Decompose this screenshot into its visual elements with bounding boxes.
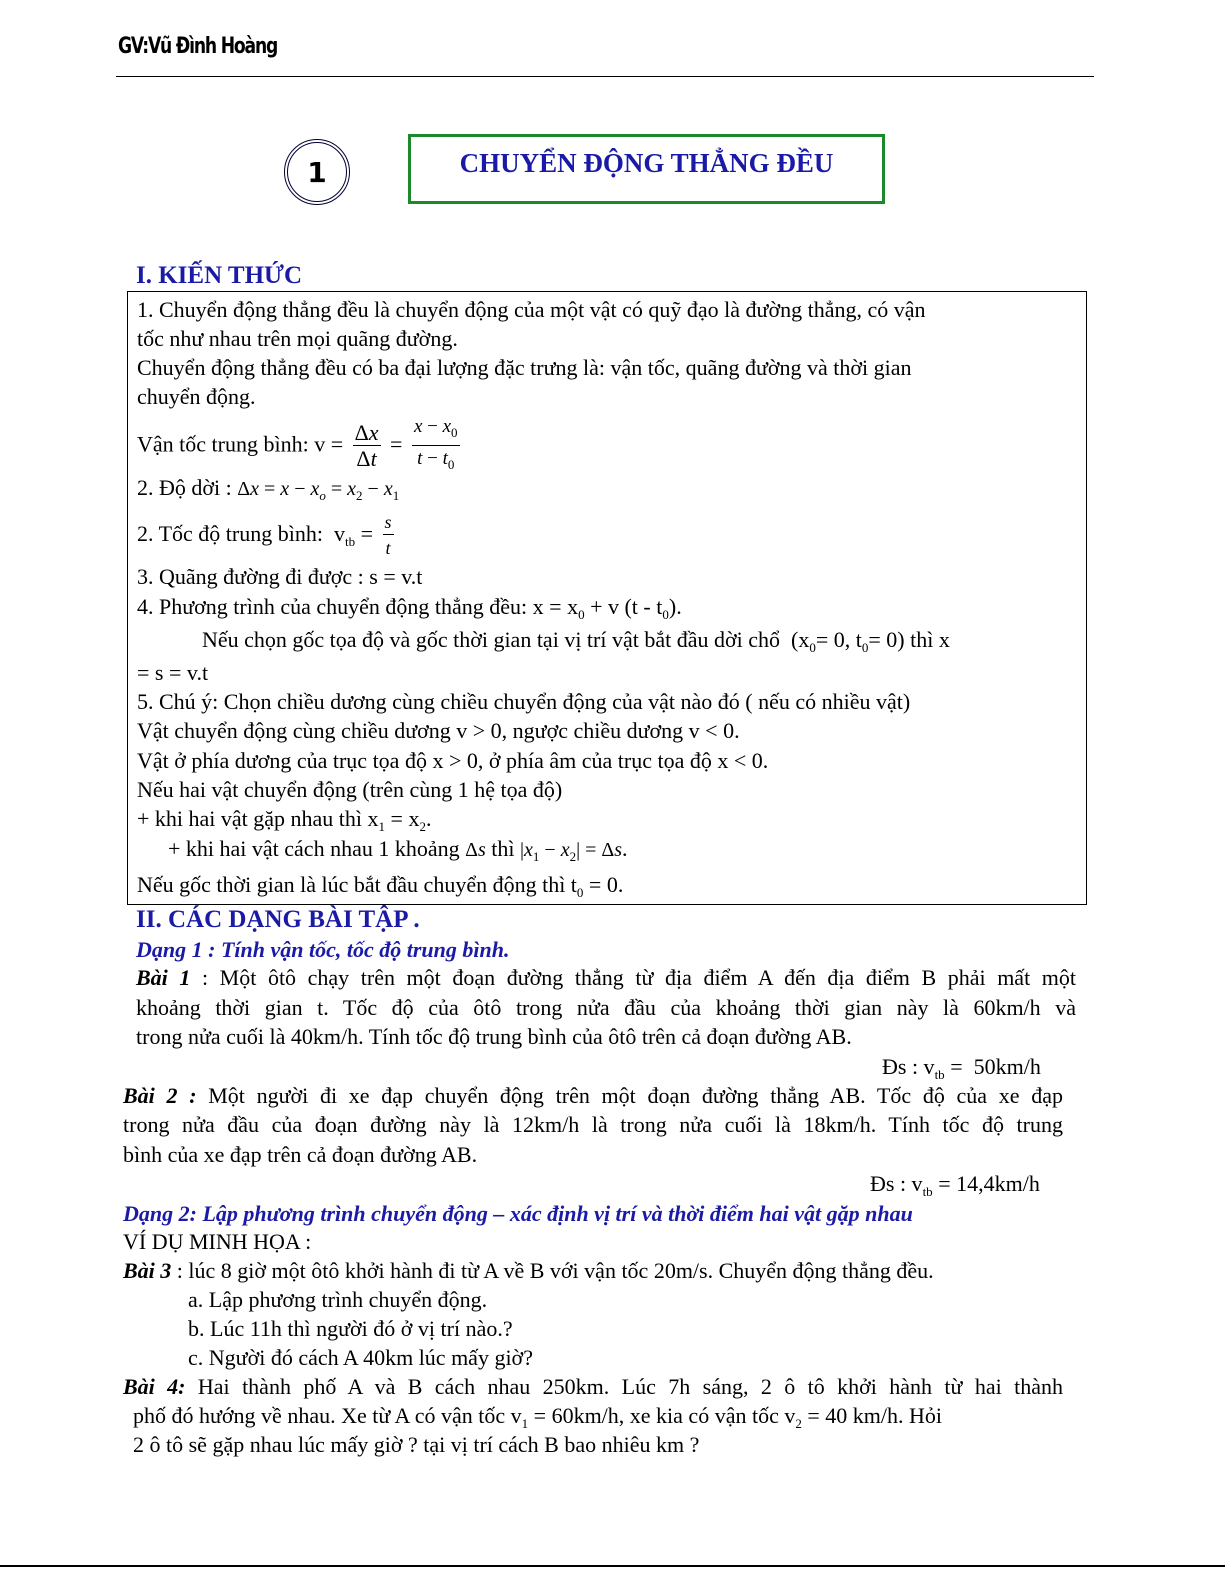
note-10: + khi hai vật cách nhau 1 khoảng Δs thì $|x_1 - x_2| = \Delta s$. bbox=[168, 836, 628, 864]
bai1-line-a: Bài 1 : Một ôtô chạy trên một đoạn đường thẳng từ địa điểm A đến địa điểm B phải mất một bbox=[136, 965, 1077, 990]
bai1-answer: Đs : $v_{tb} = 50km/h$ bbox=[882, 1054, 1041, 1082]
avg-velocity-formula: Vận tốc trung bình: v = $\frac{\Delta x}{\Delta t}$ = $\frac{x - x_0}{t - t_0}$ bbox=[137, 416, 458, 472]
avg-speed-formula: 2. Tốc độ trung bình: $v_{tb}$ = $\frac{s}{t}$ bbox=[137, 512, 392, 559]
displacement-formula: 2. Độ dời : $\Delta x = x - x_o = x_2 - x_1$ bbox=[137, 475, 400, 503]
footer-rule bbox=[0, 1565, 1225, 1567]
bai3-line: Bài 3 : lúc 8 giờ một ôtô khởi hành đi từ A về B với vận tốc 20m/s. Chuyển động thẳng đều. bbox=[123, 1258, 934, 1283]
chapter-number-badge: 1 bbox=[284, 139, 350, 205]
bai1-line-c: trong nửa cuối là 40km/h. Tính tốc độ trung bình của ôtô trên cả đoạn đường AB. bbox=[136, 1024, 852, 1049]
header-rule bbox=[116, 76, 1094, 77]
knowledge-line-2b: chuyển động. bbox=[137, 384, 256, 409]
knowledge-line-2a: Chuyển động thẳng đều có ba đại lượng đặc trưng là: vận tốc, quãng đường và thời gian bbox=[137, 355, 912, 380]
bai4-line-b: phố đó hướng về nhau. Xe từ A có vận tốc $v_1 = 60km/h$, xe kia có vận tốc $v_2 = 40$ km/h. Hỏi bbox=[133, 1403, 942, 1431]
origin-note-b: = s = v.t bbox=[137, 660, 209, 685]
bai4-line-c: 2 ô tô sẽ gặp nhau lúc mấy giờ ? tại vị trí cách B bao nhiêu km ? bbox=[133, 1432, 700, 1457]
chapter-title: CHUYỂN ĐỘNG THẲNG ĐỀU bbox=[408, 134, 885, 204]
exercise-type-2: Dạng 2: Lập phương trình chuyển động – xác định vị trí và thời điểm hai vật gặp nhau bbox=[123, 1201, 913, 1226]
knowledge-line-1a: 1. Chuyển động thẳng đều là chuyển động của một vật có quỹ đạo là đường thẳng, có vận bbox=[137, 297, 926, 322]
bai2-line-b: trong nửa đầu của đoạn đường này là 12km/h là trong nửa cuối là 18km/h. Tính tốc độ trung bbox=[123, 1112, 1063, 1137]
bai2-line-c: bình của xe đạp trên cả đoạn đường AB. bbox=[123, 1142, 478, 1167]
knowledge-line-1b: tốc như nhau trên mọi quãng đường. bbox=[137, 326, 458, 351]
note-7: Vật ở phía dương của trục tọa độ x > 0, ở phía âm của trục tọa độ x < 0. bbox=[137, 748, 769, 773]
bai3-item-c: c. Người đó cách A 40km lúc mấy giờ? bbox=[188, 1345, 533, 1370]
example-heading: VÍ DỤ MINH HỌA : bbox=[123, 1229, 312, 1254]
bai3-item-a: a. Lập phương trình chuyển động. bbox=[188, 1287, 488, 1312]
bai2-line-a: Bài 2 : Một người đi xe đạp chuyển động trên một đoạn đường thẳng AB. Tốc độ của xe đạp bbox=[123, 1083, 1063, 1108]
section-heading-knowledge: I. KIẾN THỨC bbox=[136, 262, 303, 289]
exercise-type-1: Dạng 1 : Tính vận tốc, tốc độ trung bình. bbox=[136, 937, 510, 962]
section-heading-exercises: II. CÁC DẠNG BÀI TẬP . bbox=[136, 906, 420, 933]
bai3-item-b: b. Lúc 11h thì người đó ở vị trí nào.? bbox=[188, 1316, 513, 1341]
distance-formula: 3. Quãng đường đi được : s = v.t bbox=[137, 564, 423, 589]
bai4-line-a: Bài 4: Hai thành phố A và B cách nhau 250km. Lúc 7h sáng, 2 ô tô khởi hành từ hai thành bbox=[123, 1374, 1063, 1399]
note-11: Nếu gốc thời gian là lúc bắt đầu chuyển động thì $t_0 = 0$. bbox=[137, 872, 624, 900]
note-6: Vật chuyển động cùng chiều dương v > 0, ngược chiều dương v < 0. bbox=[137, 718, 740, 743]
note-8: Nếu hai vật chuyển động (trên cùng 1 hệ tọa độ) bbox=[137, 777, 563, 802]
note-9: + khi hai vật gặp nhau thì $x_1 = x_2$. bbox=[137, 806, 432, 834]
note-5: 5. Chú ý: Chọn chiều dương cùng chiều chuyển động của vật nào đó ( nếu có nhiều vật) bbox=[137, 689, 911, 714]
author-name: GV:Vũ Đình Hoàng bbox=[118, 34, 278, 59]
bai1-line-b: khoảng thời gian t. Tốc độ của ôtô trong nửa đầu của khoảng thời gian này là 60km/h và bbox=[136, 995, 1076, 1020]
origin-note: Nếu chọn gốc tọa độ và gốc thời gian tại vị trí vật bắt đầu dời chổ ($x_0= 0$, $t_0= 0$) thì x bbox=[202, 627, 950, 655]
bai2-answer: Đs : $v_{tb} = 14,4km/h$ bbox=[870, 1171, 1040, 1199]
motion-equation: 4. Phương trình của chuyển động thẳng đều: $x = x_0 + v$ $(t - t_0)$. bbox=[137, 594, 682, 622]
knowledge-box bbox=[127, 291, 1087, 905]
